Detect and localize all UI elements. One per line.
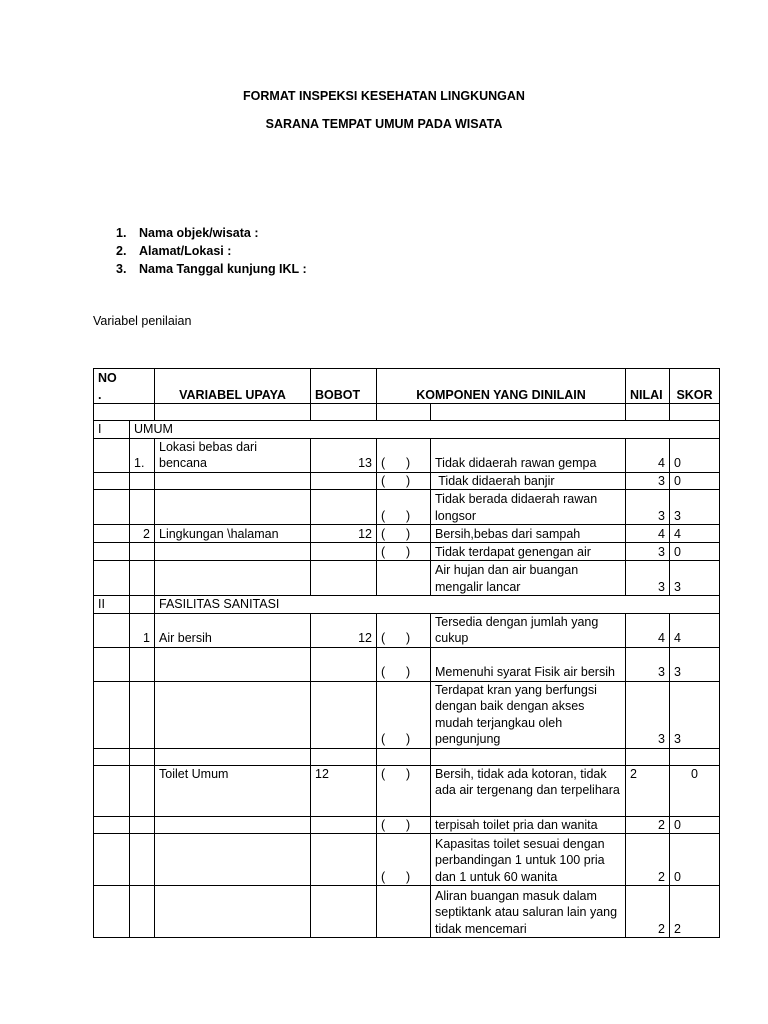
row-skor: 4 [670,525,720,543]
row-no: 1 [130,613,155,647]
row-skor: 0 [670,543,720,561]
info-label: Nama objek/wisata : [139,226,259,240]
spacer-row [94,748,720,765]
row-komponen: Tidak terdapat genengan air [431,543,626,561]
row-nilai: 4 [626,525,670,543]
document-title: FORMAT INSPEKSI KESEHATAN LINGKUNGAN [243,89,525,103]
row-skor: 3 [670,561,720,596]
checkbox-cell[interactable]: ( ) [377,681,431,748]
document-subtitle: SARANA TEMPAT UMUM PADA WISATA [265,117,503,131]
section-roman: II [94,596,130,614]
row-bobot: 12 [311,765,377,816]
row-nilai: 2 [626,886,670,938]
row-bobot: 12 [311,525,377,543]
checkbox-cell[interactable]: ( ) [377,490,431,525]
checkbox-cell[interactable]: ( ) [377,647,431,681]
section-roman: I [94,421,130,439]
row-nilai: 2 [626,816,670,834]
row-variabel: Lingkungan \halaman [155,525,311,543]
header-skor: SKOR [670,369,720,404]
row-nilai: 3 [626,681,670,748]
row-skor: 3 [670,490,720,525]
table-row [94,438,720,472]
row-nilai: 3 [626,472,670,490]
row-variabel: Air bersih [155,613,311,647]
checkbox-cell[interactable]: ( ) [377,765,431,816]
row-komponen: terpisah toilet pria dan wanita [431,816,626,834]
row-komponen: Tidak didaerah rawan gempa [431,438,626,472]
row-nilai: 2 [626,765,670,816]
row-komponen: Terdapat kran yang berfungsi dengan baik dengan akses mudah terjangkau oleh pengunjung [431,681,626,748]
info-item [116,260,307,278]
variable-label: Variabel penilaian [93,314,192,328]
info-item [116,242,307,260]
checkbox-cell[interactable]: ( ) [377,438,431,472]
table-row [94,561,720,596]
table-row [94,525,720,543]
row-variabel: Lokasi bebas dari bencana [155,438,311,472]
row-bobot: 12 [311,613,377,647]
header-nilai: NILAI [626,369,670,404]
row-skor: 2 [670,886,720,938]
row-komponen: Kapasitas toilet sesuai dengan perbandingan 1 untuk 100 pria dan 1 untuk 60 wanita [431,834,626,886]
row-komponen: Bersih, tidak ada kotoran, tidak ada air tergenang dan terpelihara [431,765,626,816]
table-row [94,472,720,490]
row-skor: 4 [670,613,720,647]
checkbox-cell[interactable]: ( ) [377,816,431,834]
row-no: 2 [130,525,155,543]
checkbox-cell[interactable]: ( ) [377,472,431,490]
row-skor: 3 [670,647,720,681]
table-row [94,834,720,886]
info-number: 2. [116,244,127,258]
section-label: UMUM [130,421,720,439]
table-row [94,765,720,816]
table-row [94,647,720,681]
header-bobot: BOBOT [311,369,377,404]
checkbox-cell[interactable]: ( ) [377,543,431,561]
info-label: Nama Tanggal kunjung IKL : [139,262,307,276]
row-bobot: 13 [311,438,377,472]
header-no: NO . [94,369,155,404]
checkbox-cell[interactable]: ( ) [377,834,431,886]
row-komponen: Tidak berada didaerah rawan longsor [431,490,626,525]
assessment-table [93,368,720,938]
table-row [94,543,720,561]
info-list [116,224,307,278]
row-komponen: Bersih,bebas dari sampah [431,525,626,543]
header-variabel: VARIABEL UPAYA [155,369,311,404]
header-komponen: KOMPONEN YANG DINILAIN [377,369,626,404]
row-komponen: Air hujan dan air buangan mengalir lancar [431,561,626,596]
row-skor: 0 [670,472,720,490]
row-skor: 0 [670,438,720,472]
section-row [94,596,720,614]
row-nilai: 3 [626,647,670,681]
row-skor: 3 [670,681,720,748]
table-row [94,816,720,834]
row-skor: 0 [670,816,720,834]
row-variabel: Toilet Umum [155,765,311,816]
section-label: FASILITAS SANITASI [155,596,720,614]
row-komponen: Memenuhi syarat Fisik air bersih [431,647,626,681]
row-komponen: Tersedia dengan jumlah yang cukup [431,613,626,647]
row-nilai: 3 [626,490,670,525]
info-label: Alamat/Lokasi : [139,244,232,258]
info-item [116,224,307,242]
table-row [94,613,720,647]
table-row [94,681,720,748]
table-row [94,886,720,938]
table-row [94,490,720,525]
info-number: 3. [116,262,127,276]
row-skor: 0 [670,765,720,816]
row-nilai: 4 [626,613,670,647]
row-nilai: 4 [626,438,670,472]
info-number: 1. [116,226,127,240]
spacer-row [94,404,720,421]
row-komponen: Tidak didaerah banjir [431,472,626,490]
row-komponen: Aliran buangan masuk dalam septiktank atau saluran lain yang tidak mencemari [431,886,626,938]
row-no: 1. [130,438,155,472]
row-nilai: 3 [626,561,670,596]
table-header-row [94,369,720,404]
checkbox-cell[interactable]: ( ) [377,613,431,647]
row-nilai: 2 [626,834,670,886]
checkbox-cell[interactable]: ( ) [377,525,431,543]
row-skor: 0 [670,834,720,886]
row-nilai: 3 [626,543,670,561]
section-row [94,421,720,439]
